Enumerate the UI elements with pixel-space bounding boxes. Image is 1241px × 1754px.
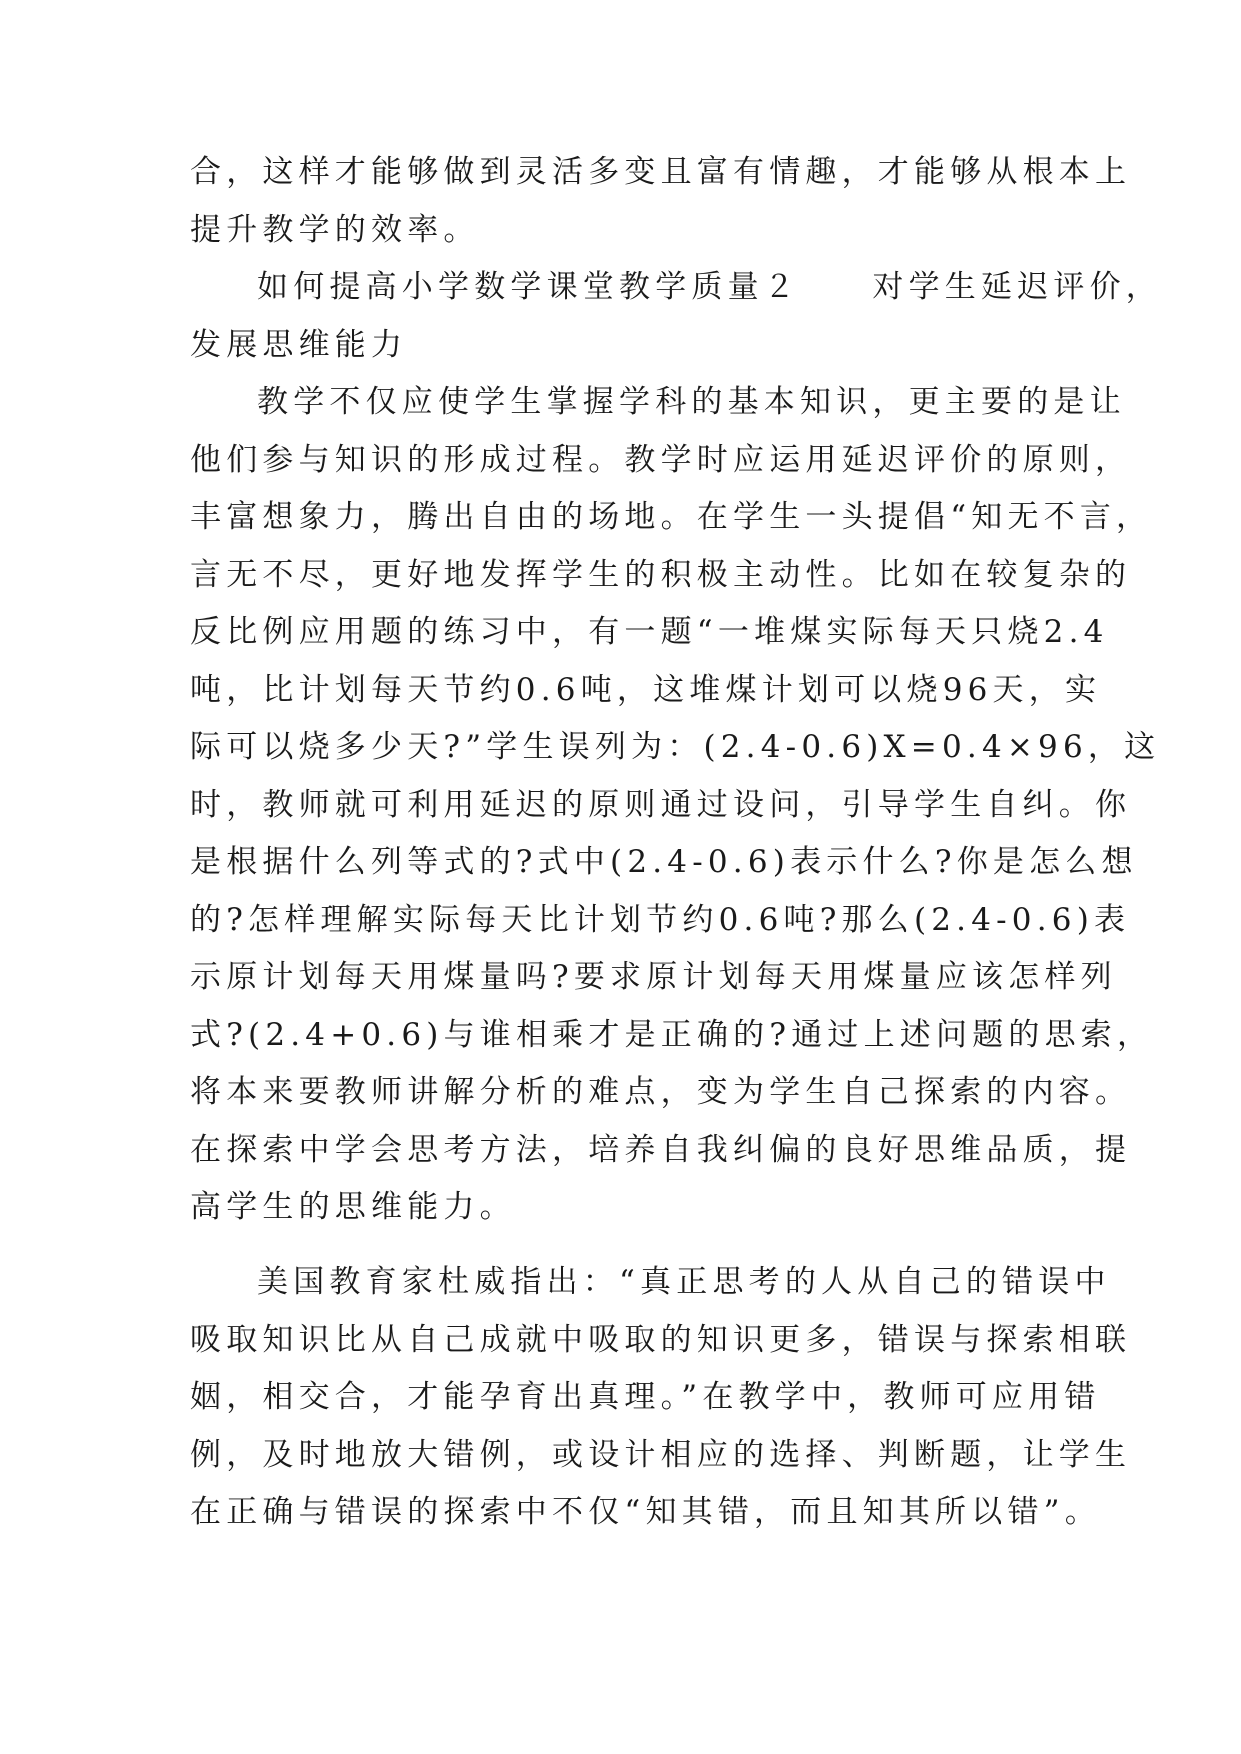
text-line: 合，这样才能够做到灵活多变且富有情趣，才能够从根本上 (190, 154, 1132, 190)
text-line: 将本来要教师讲解分析的难点，变为学生自己探索的内容。 (190, 1074, 1132, 1110)
text-line: 式?(2.4+0.6)与谁相乘才是正确的?通过上述问题的思索， (190, 1017, 1154, 1053)
text-line: 际可以烧多少天?”学生误列为：(2.4-0.6)X=0.4×96，这 (190, 729, 1161, 765)
text-line: 他们参与知识的形成过程。教学时应运用延迟评价的原则， (190, 442, 1132, 478)
text-line: 美国教育家杜威指出：“真正思考的人从自己的错误中 (257, 1264, 1111, 1300)
text-line: 高学生的思维能力。 (190, 1189, 516, 1225)
text-line: 例，及时地放大错例，或设计相应的选择、判断题，让学生 (190, 1437, 1132, 1473)
text-line: 的?怎样理解实际每天比计划节约0.6吨?那么(2.4-0.6)表 (190, 902, 1131, 938)
text-line: 丰富想象力，腾出自由的场地。在学生一头提倡“知无不言， (190, 499, 1153, 535)
text-line: 示原计划每天用煤量吗?要求原计划每天用煤量应该怎样列 (190, 959, 1117, 995)
section-heading: 发展思维能力 (190, 327, 408, 363)
text-line: 在探索中学会思考方法，培养自我纠偏的良好思维品质，提 (190, 1132, 1132, 1168)
section-heading: 如何提高小学数学课堂教学质量２ 对学生延迟评价， (257, 269, 1162, 305)
text-line: 反比例应用题的练习中，有一题“一堆煤实际每天只烧2.4 (190, 614, 1109, 650)
text-line: 在正确与错误的探索中不仅“知其错，而且知其所以错”。 (190, 1494, 1101, 1530)
text-line: 姻，相交合，才能孕育出真理。”在教学中，教师可应用错 (190, 1379, 1101, 1415)
text-line: 吨，比计划每天节约0.6吨，这堆煤计划可以烧96天，实 (190, 672, 1102, 708)
text-line: 教学不仅应使学生掌握学科的基本知识，更主要的是让 (257, 384, 1126, 420)
text-line: 言无不尽，更好地发挥学生的积极主动性。比如在较复杂的 (190, 557, 1132, 593)
text-line: 提升教学的效率。 (190, 212, 480, 248)
text-line: 是根据什么列等式的?式中(2.4-0.6)表示什么?你是怎么想 (190, 844, 1138, 880)
text-line: 时，教师就可利用延迟的原则通过设问，引导学生自纠。你 (190, 787, 1132, 823)
text-line: 吸取知识比从自己成就中吸取的知识更多，错误与探索相联 (190, 1322, 1132, 1358)
